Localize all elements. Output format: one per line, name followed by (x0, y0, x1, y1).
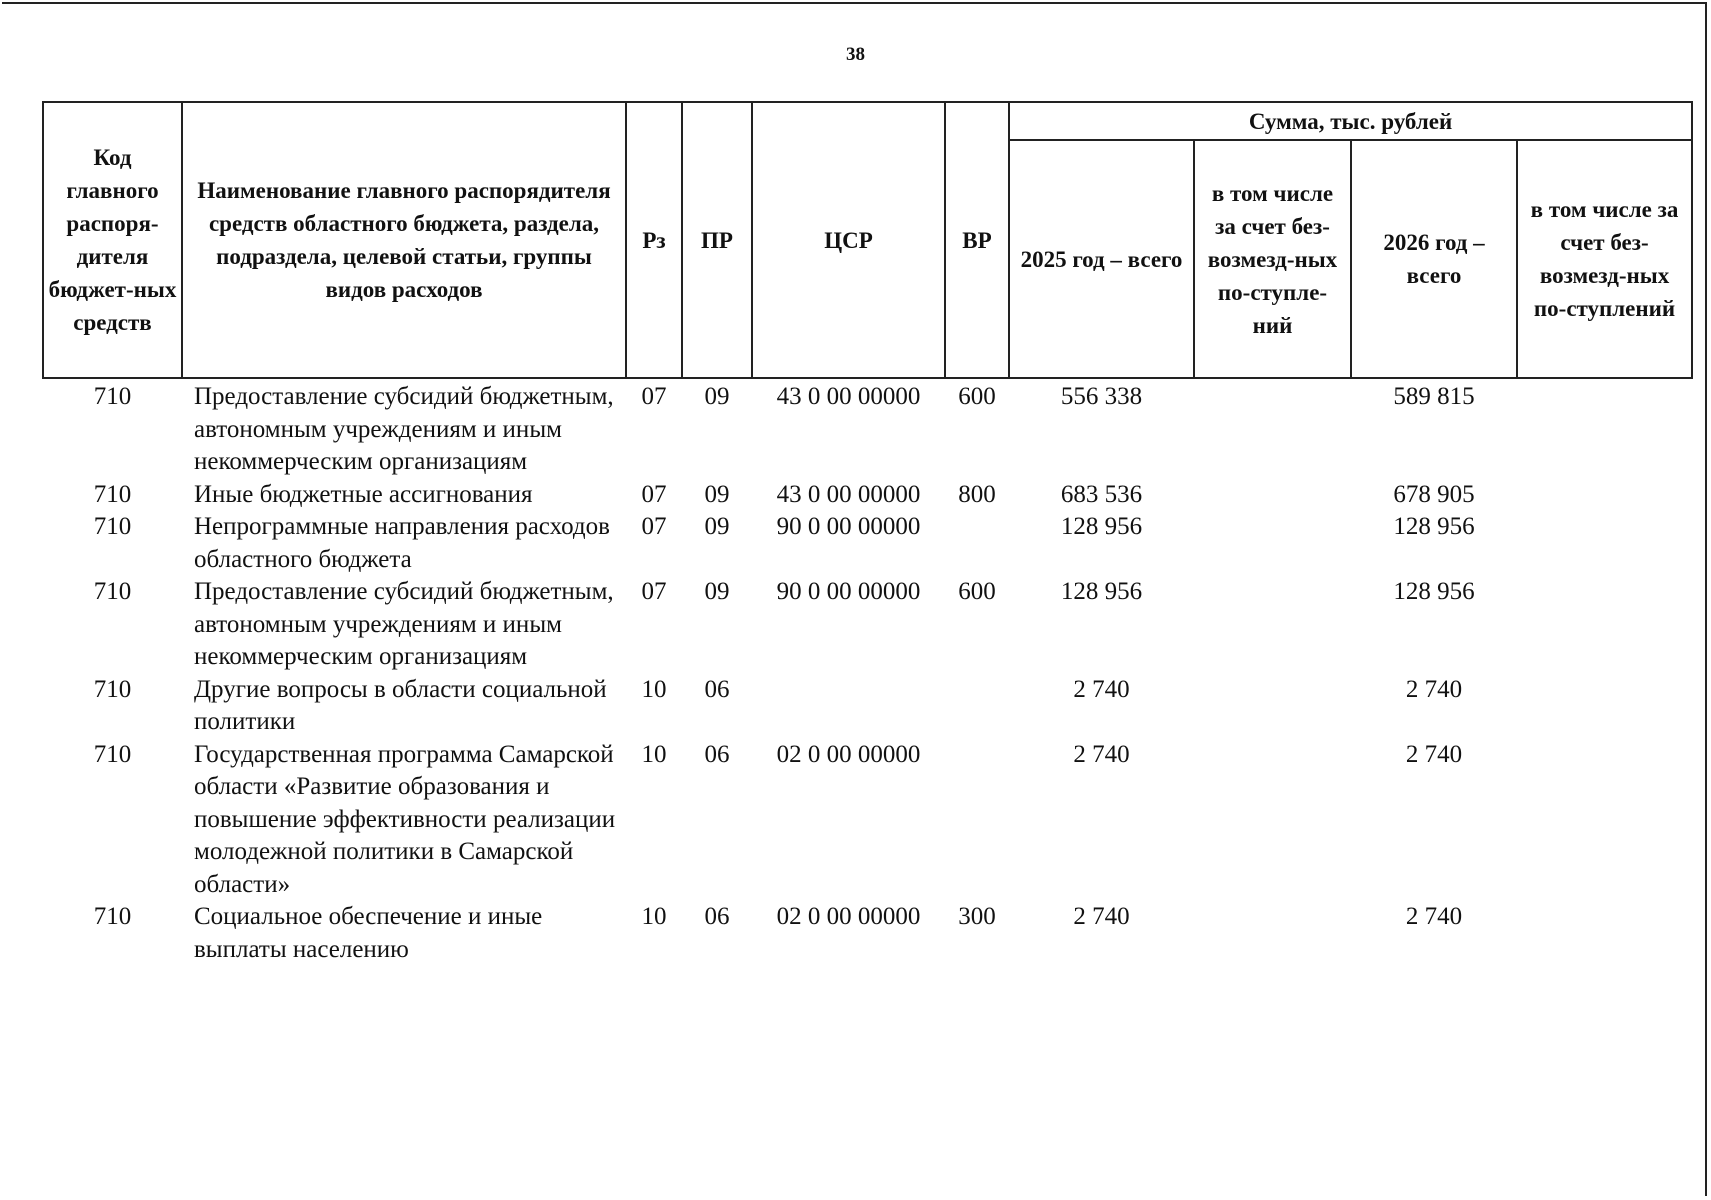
table-row (43, 674, 1692, 739)
cell-rz: 07 (641, 513, 667, 540)
cell-2026-total: 128 956 (1393, 513, 1475, 540)
header-rz: Рз (626, 102, 682, 378)
cell-2025-free (1194, 739, 1351, 902)
cell-code: 710 (93, 513, 132, 540)
cell-2025-free (1194, 511, 1351, 576)
cell-2025-total: 128 956 (1060, 578, 1143, 605)
header-vr: ВР (945, 102, 1009, 378)
header-pr: ПР (682, 102, 752, 378)
cell-csr: 90 0 00 00000 (776, 513, 921, 540)
table-header (43, 102, 1692, 378)
cell-code: 710 (93, 578, 132, 605)
header-2026-free: в том числе за счет без-возмезд-ных по-ступлений (1517, 140, 1692, 378)
cell-2025-total: 556 338 (1060, 383, 1143, 410)
cell-csr: 90 0 00 00000 (776, 578, 921, 605)
cell-rz: 07 (641, 383, 667, 410)
cell-2025-total: 683 536 (1060, 480, 1143, 508)
cell-code: 710 (93, 480, 132, 508)
cell-name: Государственная программа Самарской области «Развитие образования и повышение эффективности реализации молодежной политики в Самарской области» (194, 740, 616, 898)
table-row (43, 511, 1692, 576)
cell-2025-free (1194, 479, 1351, 512)
cell-pr: 06 (704, 675, 730, 703)
cell-2026-free (1517, 739, 1692, 902)
cell-vr: 600 (958, 578, 996, 605)
cell-2026-total: 128 956 (1393, 578, 1475, 605)
cell-pr: 09 (704, 513, 730, 540)
cell-2025-total: 2 740 (1073, 675, 1130, 703)
cell-pr: 09 (704, 480, 730, 508)
cell-2026-total: 2 740 (1405, 675, 1463, 703)
cell-code: 710 (93, 675, 132, 703)
cell-rz: 07 (641, 480, 667, 508)
table-row (43, 901, 1692, 966)
cell-name: Иные бюджетные ассигнования (194, 480, 533, 508)
cell-2026-free (1517, 479, 1692, 512)
header-name: Наименование главного распорядителя средств областного бюджета, раздела, подраздела, целевой статьи, группы видов расходов (182, 102, 626, 378)
cell-2026-free (1517, 674, 1692, 739)
cell-2025-free (1194, 576, 1351, 674)
header-2025-total: 2025 год – всего (1009, 140, 1194, 378)
cell-code: 710 (93, 740, 132, 768)
cell-csr: 43 0 00 00000 (776, 480, 921, 508)
cell-code: 710 (93, 903, 132, 930)
cell-2025-total: 2 740 (1073, 903, 1130, 930)
cell-pr: 09 (704, 578, 730, 605)
cell-2026-free (1517, 511, 1692, 576)
header-sum-group: Сумма, тыс. рублей (1009, 102, 1692, 140)
cell-name: Социальное обеспечение и иные выплаты населению (194, 903, 543, 963)
header-2025-free: в том числе за счет без-возмезд-ных по-ступле-ний (1194, 140, 1351, 378)
cell-2026-free (1517, 901, 1692, 966)
cell-2025-total: 128 956 (1060, 513, 1143, 540)
header-2026-total: 2026 год – всего (1351, 140, 1517, 378)
cell-2026-total: 678 905 (1393, 480, 1475, 508)
cell-vr (945, 674, 1009, 739)
cell-2025-free (1194, 378, 1351, 479)
cell-rz: 10 (641, 740, 667, 768)
cell-vr: 600 (958, 383, 996, 410)
header-csr: ЦСР (752, 102, 945, 378)
cell-pr: 06 (704, 740, 730, 768)
cell-pr: 06 (704, 903, 730, 930)
cell-2026-total: 2 740 (1405, 903, 1463, 930)
cell-vr: 300 (958, 903, 996, 930)
table-body (43, 378, 1692, 966)
table-row (43, 378, 1692, 479)
cell-rz: 10 (641, 903, 667, 930)
cell-name: Другие вопросы в области социальной политики (194, 675, 607, 735)
table-row (43, 739, 1692, 902)
cell-2025-free (1194, 674, 1351, 739)
cell-vr: 800 (958, 480, 996, 508)
cell-vr (945, 511, 1009, 576)
cell-csr: 02 0 00 00000 (776, 740, 921, 768)
table-row (43, 479, 1692, 512)
table-row (43, 576, 1692, 674)
cell-rz: 10 (641, 675, 667, 703)
cell-2026-total: 589 815 (1393, 383, 1475, 410)
cell-code: 710 (93, 383, 132, 410)
page-number: 38 (846, 44, 865, 65)
cell-rz: 07 (641, 578, 667, 605)
header-code: Код главного распоря-дителя бюджет-ных средств (43, 102, 182, 378)
cell-2026-total: 2 740 (1405, 740, 1463, 768)
cell-csr: 02 0 00 00000 (776, 903, 921, 930)
cell-2026-free (1517, 378, 1692, 479)
cell-csr: 43 0 00 00000 (776, 383, 921, 410)
cell-pr: 09 (704, 383, 730, 410)
cell-name: Предоставление субсидий бюджетным, автономным учреждениям и иным некоммерческим организациям (194, 383, 614, 475)
cell-2026-free (1517, 576, 1692, 674)
cell-name: Предоставление субсидий бюджетным, автономным учреждениям и иным некоммерческим организациям (194, 578, 614, 670)
budget-table-wrap (42, 101, 1691, 966)
cell-2025-free (1194, 901, 1351, 966)
budget-table (42, 101, 1693, 966)
cell-vr (945, 739, 1009, 902)
cell-name: Непрограммные направления расходов областного бюджета (194, 513, 610, 573)
cell-csr (752, 674, 945, 739)
cell-2025-total: 2 740 (1073, 740, 1130, 768)
